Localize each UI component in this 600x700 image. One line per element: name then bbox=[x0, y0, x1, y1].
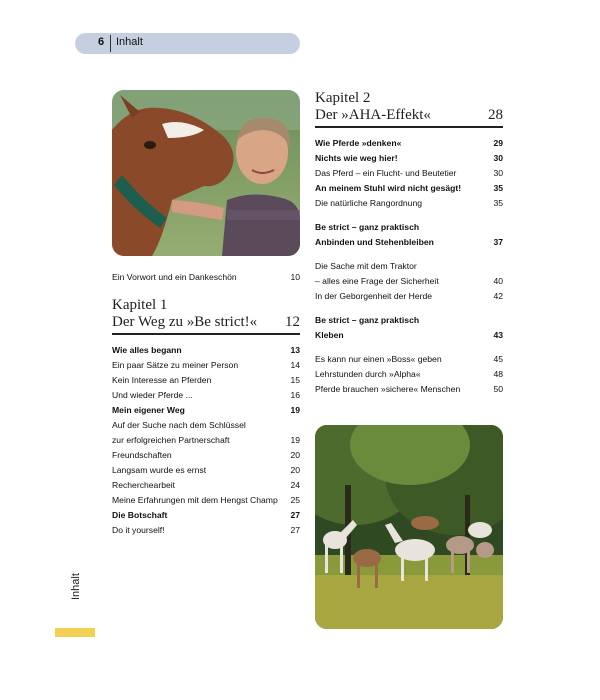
toc-entry-title: Be strict – ganz praktisch bbox=[315, 222, 420, 232]
toc-entry-page: 29 bbox=[493, 138, 503, 148]
toc-entry[interactable] bbox=[112, 358, 300, 373]
toc-entry-page: 14 bbox=[290, 360, 300, 370]
toc-entry-title: Es kann nur einen »Boss« geben bbox=[315, 354, 442, 364]
toc-entry[interactable] bbox=[315, 166, 503, 181]
toc-entry-title: An meinem Stuhl wird nicht gesägt! bbox=[315, 183, 462, 193]
toc-entry[interactable] bbox=[112, 403, 300, 418]
toc-entry-page: 42 bbox=[493, 291, 503, 301]
horse-and-man-photo bbox=[112, 90, 300, 256]
toc-entry[interactable] bbox=[112, 433, 300, 448]
toc-entry-page: 35 bbox=[493, 183, 503, 193]
toc-entry-page: 13 bbox=[290, 345, 300, 355]
toc-entry-page: 30 bbox=[493, 168, 503, 178]
toc-entry[interactable] bbox=[112, 493, 300, 508]
toc-entry[interactable] bbox=[112, 478, 300, 493]
toc-entry-page: 20 bbox=[290, 450, 300, 460]
toc-entry[interactable] bbox=[315, 382, 503, 397]
toc-right-column bbox=[315, 90, 503, 397]
toc-entry[interactable] bbox=[112, 373, 300, 388]
toc-entry-page: 15 bbox=[290, 375, 300, 385]
toc-entry-page: 45 bbox=[493, 354, 503, 364]
toc-entry[interactable] bbox=[315, 136, 503, 151]
toc-entry-title: Be strict – ganz praktisch bbox=[315, 315, 420, 325]
toc-entry-page: 37 bbox=[493, 237, 503, 247]
toc-entry[interactable] bbox=[112, 463, 300, 478]
toc-entry-page: 19 bbox=[290, 435, 300, 445]
side-tab-accent bbox=[55, 628, 95, 637]
toc-entry-title: Das Pferd – ein Flucht- und Beutetier bbox=[315, 168, 457, 178]
toc-entry[interactable] bbox=[112, 448, 300, 463]
toc-entry-page: 50 bbox=[493, 384, 503, 394]
toc-entry-page: 25 bbox=[290, 495, 300, 505]
toc-entry-page: 19 bbox=[290, 405, 300, 415]
header-divider bbox=[110, 35, 111, 52]
toc-entry[interactable] bbox=[315, 313, 503, 328]
toc-entry-title: Kein Interesse an Pferden bbox=[112, 375, 212, 385]
toc-entry-title: Meine Erfahrungen mit dem Hengst Champ bbox=[112, 495, 278, 505]
toc-entry[interactable] bbox=[315, 220, 503, 235]
toc-entry[interactable] bbox=[315, 235, 503, 250]
toc-entry[interactable] bbox=[315, 367, 503, 382]
toc-entry-title: Mein eigener Weg bbox=[112, 405, 185, 415]
toc-entry-page: 40 bbox=[493, 276, 503, 286]
toc-entry-page: 24 bbox=[290, 480, 300, 490]
toc-entry-title: Wie Pferde »denken« bbox=[315, 138, 402, 148]
toc-entry[interactable] bbox=[112, 388, 300, 403]
toc-left-column bbox=[112, 270, 300, 538]
toc-entry[interactable] bbox=[315, 352, 503, 367]
toc-entry-title: Langsam wurde es ernst bbox=[112, 465, 207, 475]
toc-entry-page: 48 bbox=[493, 369, 503, 379]
toc-entry-page: 30 bbox=[493, 153, 503, 163]
chapter-2-heading[interactable]: Kapitel 2 Der »AHA-Effekt« 28 bbox=[315, 90, 503, 128]
section-title: Inhalt bbox=[116, 36, 143, 48]
toc-entry-page: 27 bbox=[290, 510, 300, 520]
toc-entry-title: Auf der Suche nach dem Schlüssel bbox=[112, 420, 246, 430]
toc-entry-title: Und wieder Pferde ... bbox=[112, 390, 193, 400]
toc-entry-title: Lehrstunden durch »Alpha« bbox=[315, 369, 421, 379]
toc-entry[interactable] bbox=[315, 289, 503, 304]
chapter-rule bbox=[112, 333, 300, 335]
toc-entry-title: Nichts wie weg hier! bbox=[315, 153, 398, 163]
toc-entry-page: 27 bbox=[290, 525, 300, 535]
toc-entry-title: Wie alles begann bbox=[112, 345, 182, 355]
toc-entry-title: Do it yourself! bbox=[112, 525, 165, 535]
toc-entry[interactable] bbox=[112, 508, 300, 523]
toc-entry-title: Die Sache mit dem Traktor bbox=[315, 261, 417, 271]
toc-entry-title: Die Botschaft bbox=[112, 510, 168, 520]
toc-entry-title: Anbinden und Stehenbleiben bbox=[315, 237, 434, 247]
toc-entry[interactable] bbox=[112, 418, 300, 433]
horse-herd-photo bbox=[315, 425, 503, 629]
toc-entry-page: 16 bbox=[290, 390, 300, 400]
chapter-1-heading[interactable]: Kapitel 1 Der Weg zu »Be strict!« 12 bbox=[112, 297, 300, 335]
toc-entry-title: Die natürliche Rangordnung bbox=[315, 198, 423, 208]
side-tab-label: Inhalt bbox=[70, 573, 82, 600]
toc-entry-title: – alles eine Frage der Sicherheit bbox=[315, 276, 439, 286]
toc-entry-title: Recherchearbeit bbox=[112, 480, 176, 490]
toc-entry-foreword[interactable]: Ein Vorwort und ein Dankeschön 10 bbox=[112, 272, 300, 282]
toc-entry[interactable] bbox=[112, 343, 300, 358]
toc-entry-page: 35 bbox=[493, 198, 503, 208]
toc-entry-title: Pferde brauchen »sichere« Menschen bbox=[315, 384, 461, 394]
page-number: 6 bbox=[98, 36, 105, 48]
toc-entry-title: Freundschaften bbox=[112, 450, 172, 460]
toc-entry[interactable] bbox=[315, 259, 503, 274]
toc-entry-title: Ein paar Sätze zu meiner Person bbox=[112, 360, 239, 370]
toc-entry-title: Kleben bbox=[315, 330, 344, 340]
toc-entry-title: zur erfolgreichen Partnerschaft bbox=[112, 435, 230, 445]
toc-entry[interactable] bbox=[315, 151, 503, 166]
toc-entry-title: In der Geborgenheit der Herde bbox=[315, 291, 433, 301]
chapter-rule bbox=[315, 126, 503, 128]
toc-entry[interactable] bbox=[315, 274, 503, 289]
toc-entry[interactable] bbox=[315, 196, 503, 211]
toc-entry[interactable] bbox=[315, 328, 503, 343]
toc-entry-page: 20 bbox=[290, 465, 300, 475]
toc-entry[interactable] bbox=[315, 181, 503, 196]
header-bar bbox=[75, 33, 300, 54]
toc-entry-page: 43 bbox=[493, 330, 503, 340]
toc-entry[interactable] bbox=[112, 523, 300, 538]
